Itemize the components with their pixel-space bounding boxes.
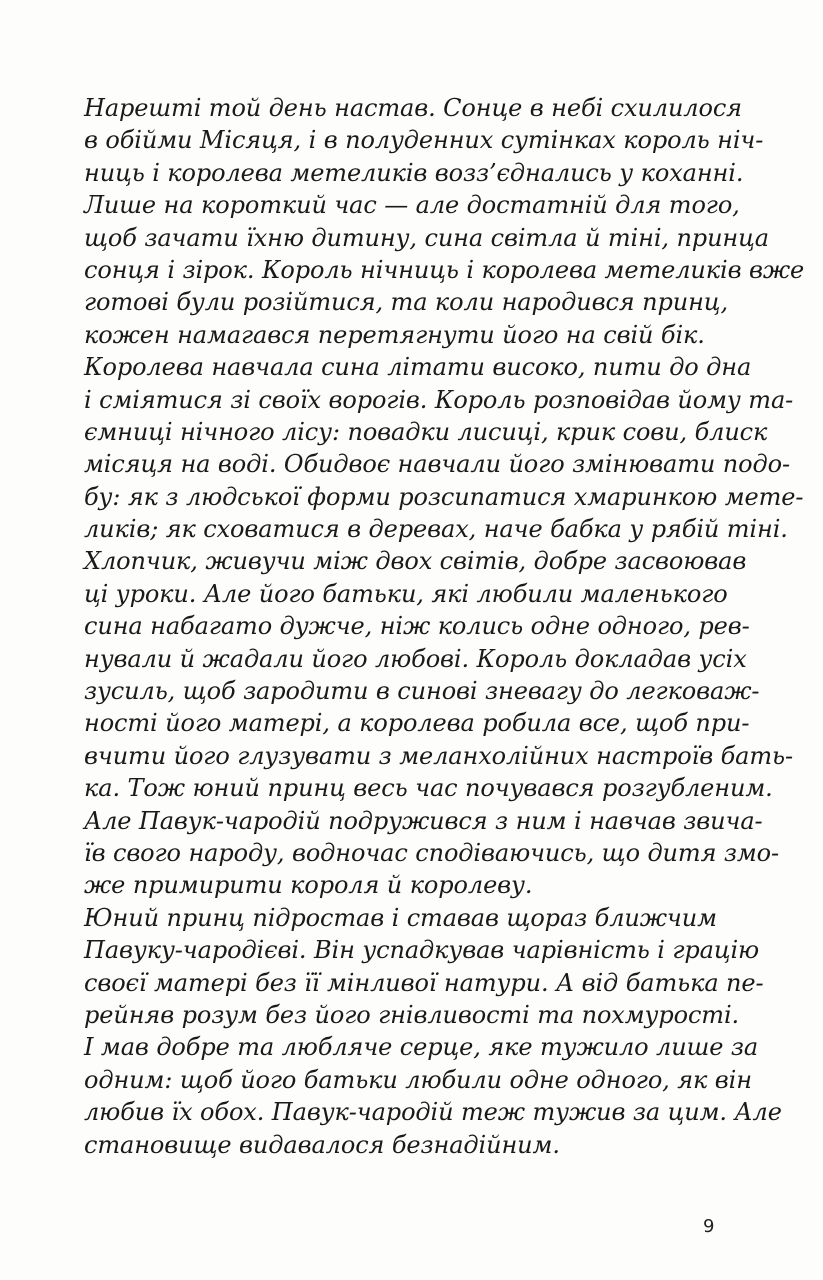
text-line: Юний принц підростав і ставав щораз ближчим: [84, 903, 717, 932]
text-line: ності його матері, а королева робила все, щоб при-: [84, 709, 750, 738]
text-line: одним: щоб його батьки любили одне одного, як він: [84, 1065, 752, 1094]
text-line: готові були розійтися, та коли народився принц,: [84, 288, 728, 317]
text-line: любив їх обох. Павук-чародій теж тужив за цим. Але: [84, 1098, 782, 1127]
text-line: Лише на короткий час — але достатній для того,: [84, 191, 740, 220]
text-line: місяця на воді. Обидвоє навчали його змінювати подо-: [84, 450, 790, 479]
text-line: сина набагато дужче, ніж колись одне одного, рев-: [84, 612, 750, 641]
text-line: нували й жадали його любові. Король докладав усіх: [84, 644, 747, 673]
text-line: кожен намагався перетягнути його на свій бік.: [84, 320, 705, 349]
text-line: зусиль, щоб зародити в синові зневагу до легковаж-: [84, 677, 760, 706]
text-line: бу: як з людської форми розсипатися хмаринкою мете-: [84, 482, 804, 511]
text-line: ликів; як сховатися в деревах, наче бабка у рябій тіні.: [84, 515, 788, 544]
text-line: же примирити короля й королеву.: [84, 871, 533, 900]
text-line: щоб зачати їхню дитину, сина світла й тіні, принца: [84, 223, 769, 252]
text-line: Але Павук-чародій подружився з ним і навчав звича-: [84, 806, 763, 835]
text-line: сонця і зірок. Король нічниць і королева метеликів вже: [84, 255, 805, 284]
text-line: ниць і королева метеликів возз’єднались у коханні.: [84, 158, 744, 187]
text-line: рейняв розум без його гнівливості та похмурості.: [84, 1000, 740, 1029]
text-line: і сміятися зі своїх ворогів. Король розповідав йому та-: [84, 385, 794, 414]
text-line: І мав добре та люблячe серце, яке тужило лише за: [84, 1033, 759, 1062]
text-line: своєї матері без її мінливої натури. А від батька пе-: [84, 968, 764, 997]
text-line: вчити його глузувати з меланхолійних настроїв бать-: [84, 741, 794, 770]
text-line: в обійми Місяця, і в полуденних сутінках король ніч-: [84, 126, 764, 155]
text-line: Нарешті той день настав. Сонце в небі схилилося: [84, 94, 742, 122]
text-line: становище видавалося безнадійним.: [84, 1130, 560, 1159]
text-line: їв свого народу, водночас сподіваючись, що дитя змо-: [84, 838, 780, 867]
text-line: ємниці нічного лісу: повадки лисиці, крик сови, блиск: [84, 417, 768, 446]
body-text: [84, 92, 805, 1161]
text-line: Королева навчала сина літати високо, пити до дна: [84, 353, 752, 382]
page-number: 9: [703, 1216, 715, 1237]
text-line: Хлопчик, живучи між двох світів, добре засвоював: [84, 547, 747, 576]
text-line: ка. Тож юний принц весь час почувався розгубленим.: [84, 774, 773, 803]
text-line: Павуку-чародієві. Він успадкував чарівність і грацію: [84, 936, 760, 965]
text-line: ці уроки. Але його батьки, які любили маленького: [84, 579, 728, 608]
